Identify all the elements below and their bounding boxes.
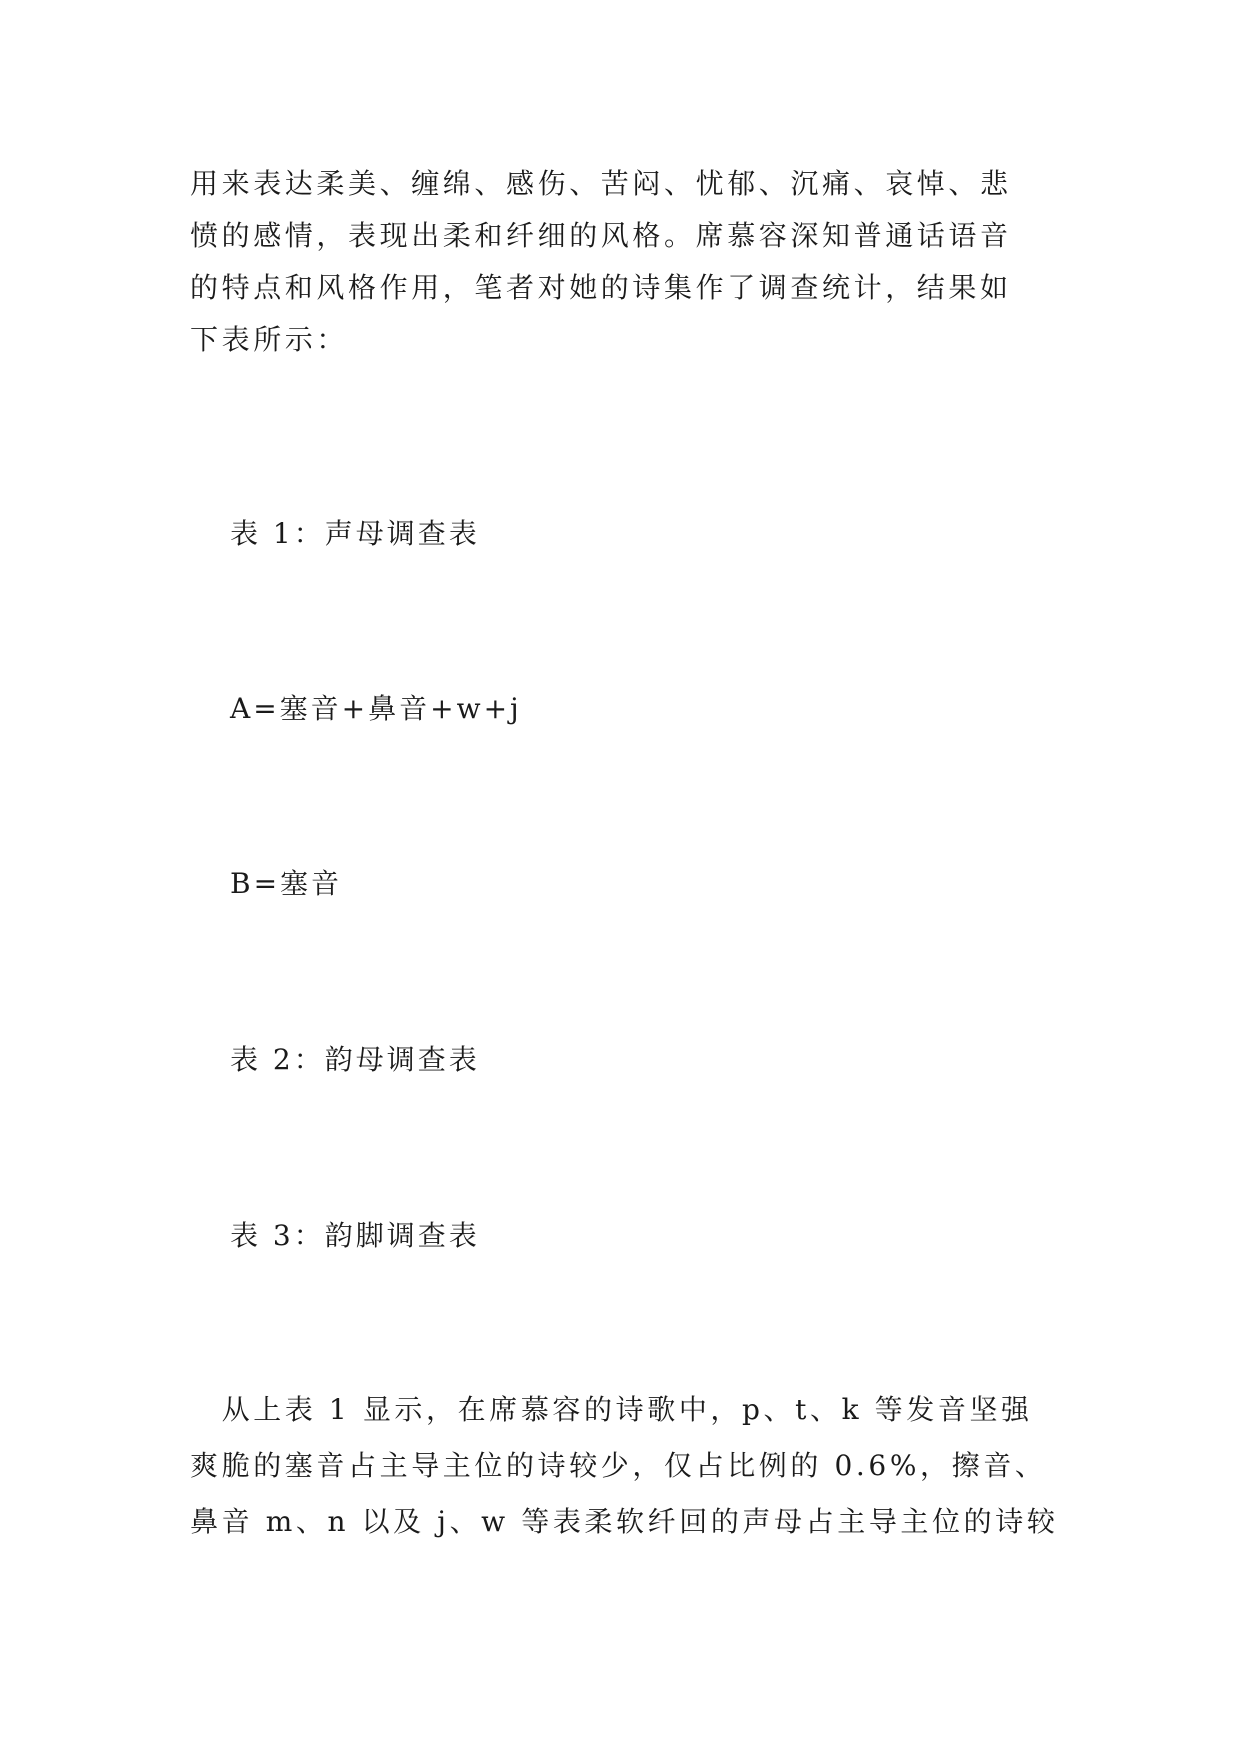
paragraph-line: 下表所示： [190,323,349,356]
legend-b: B=塞音 [230,867,343,900]
paragraph-line: 的特点和风格作用，笔者对她的诗集作了调查统计，结果如 [190,271,1012,304]
paragraph-line: 从上表 1 显示，在席慕容的诗歌中，p、t、k 等发音坚强 [190,1393,1033,1426]
analysis-paragraph [190,1386,1070,1546]
paragraph-line: 用来表达柔美、缠绵、感伤、苦闷、忧郁、沉痛、哀悼、悲 [190,167,1012,200]
paragraph-line: 爽脆的塞音占主导主位的诗较少，仅占比例的 0.6%，擦音、 [190,1449,1047,1482]
table1-caption: 表 1：声母调查表 [230,517,480,550]
legend-a: A=塞音+鼻音+w+j [230,692,522,725]
table3-caption: 表 3：韵脚调查表 [230,1219,480,1252]
paragraph-line: 鼻音 m、n 以及 j、w 等表柔软纤回的声母占主导主位的诗较 [190,1505,1059,1538]
intro-paragraph [190,160,1070,364]
table2-caption: 表 2：韵母调查表 [230,1043,480,1076]
paragraph-line: 愤的感情，表现出柔和纤细的风格。席慕容深知普通话语音 [190,219,1012,252]
